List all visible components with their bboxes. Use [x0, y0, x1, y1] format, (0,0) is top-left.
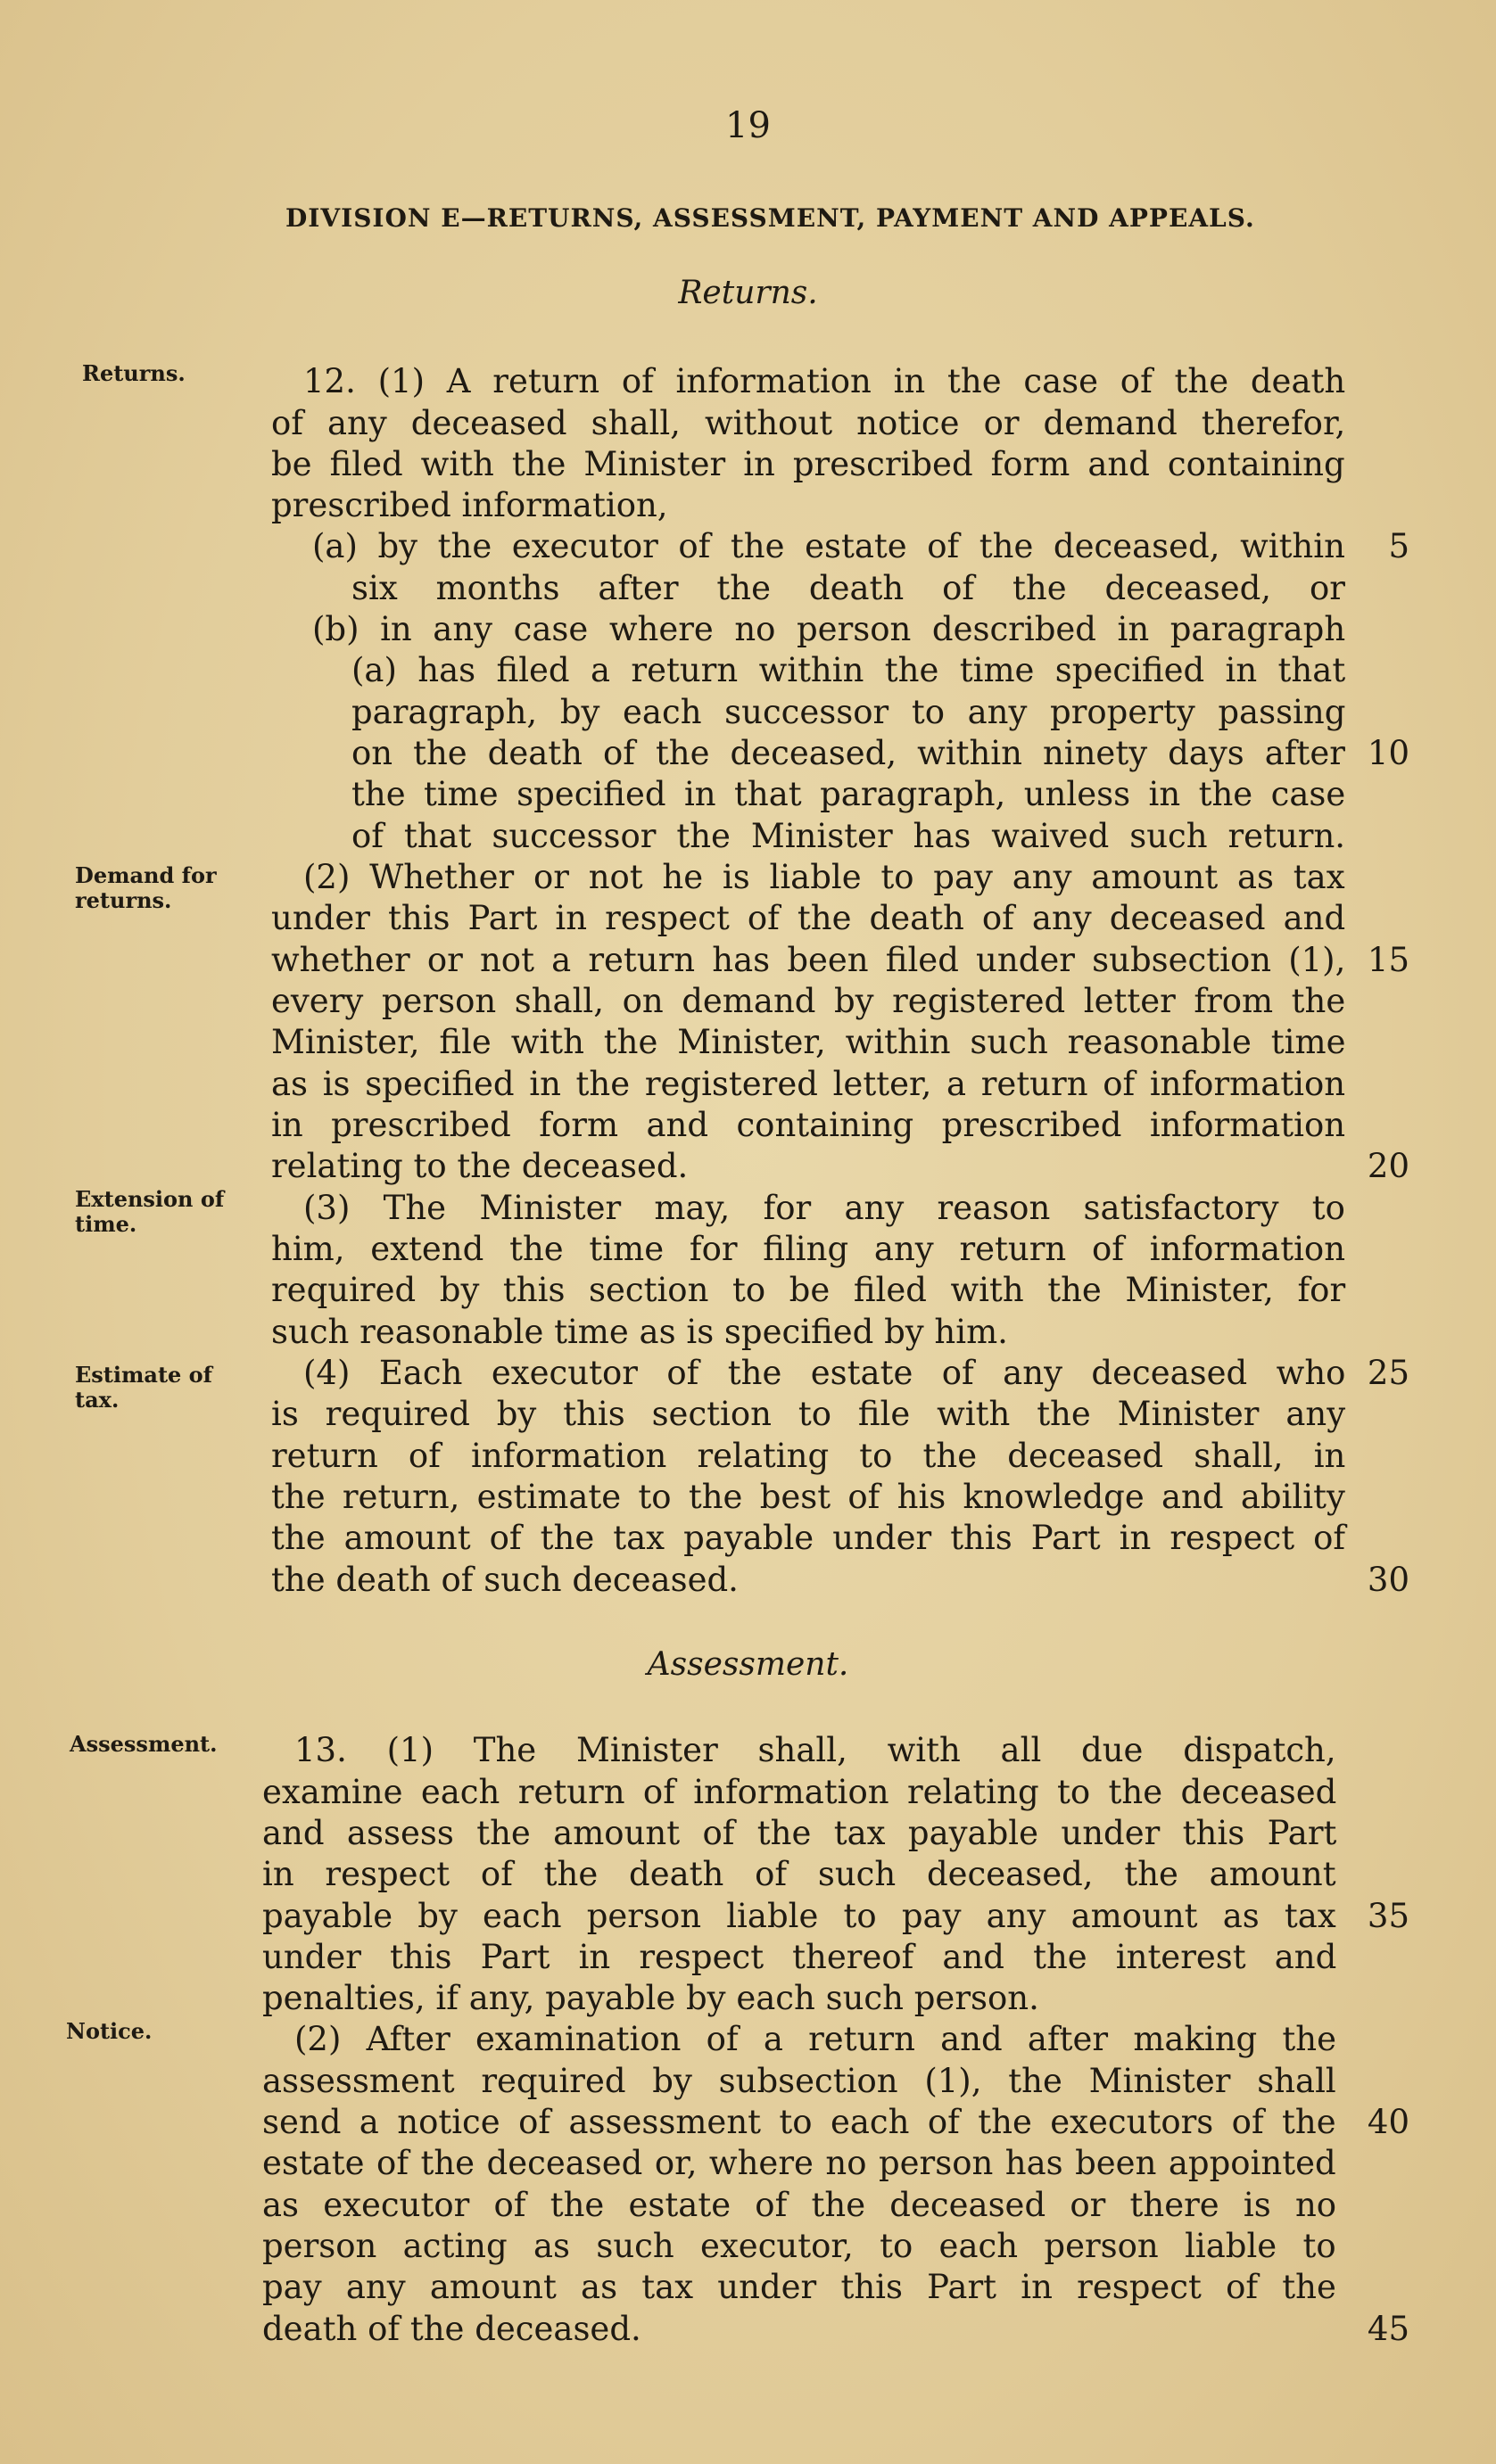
text-line: death of the deceased. — [262, 2310, 641, 2348]
line-number: 40 — [1367, 2103, 1409, 2141]
text-line: the time specified in that paragraph, unless in the case — [351, 775, 1346, 813]
text-line: every person shall, on demand by registered letter from the — [271, 982, 1346, 1020]
line-number: 15 — [1367, 941, 1409, 979]
text-line: and assess the amount of the tax payable under this Part — [262, 1814, 1337, 1852]
text-line: assessment required by subsection (1), the Minister shall — [262, 2062, 1336, 2100]
line-number: 30 — [1367, 1561, 1409, 1599]
text-line: penalties, if any, payable by each such person. — [262, 1979, 1039, 2017]
text-line: (3) The Minister may, for any reason satisfactory to — [303, 1189, 1345, 1227]
heading-assessment: Assessment. — [647, 1646, 849, 1683]
line-number: 20 — [1367, 1147, 1409, 1185]
text-line: (a) by the executor of the estate of the deceased, within — [312, 527, 1345, 565]
line-number: 10 — [1367, 734, 1409, 772]
text-line: (a) has filed a return within the time specified in that — [351, 651, 1346, 689]
text-line: him, extend the time for filing any return of information — [271, 1230, 1346, 1268]
text-line: six months after the death of the deceased, or — [351, 569, 1345, 607]
margin-note-estimate-of-tax: Estimate of tax. — [75, 1362, 212, 1413]
margin-note-notice: Notice. — [66, 2018, 153, 2044]
text-line: (2) Whether or not he is liable to pay any amount as tax — [303, 858, 1345, 896]
line-number: 5 — [1388, 527, 1409, 565]
line-number: 25 — [1367, 1354, 1409, 1392]
text-line: as executor of the estate of the deceased or there is no — [262, 2186, 1337, 2224]
text-line: pay any amount as tax under this Part in respect of the — [262, 2268, 1336, 2306]
text-line: whether or not a return has been filed under subsection (1), — [271, 941, 1346, 979]
page-number: 19 — [725, 105, 771, 146]
text-line: required by this section to be filed with the Minister, for — [271, 1271, 1346, 1309]
text-line: be filed with the Minister in prescribed form and containing — [271, 445, 1345, 483]
text-line: of that successor the Minister has waived such return. — [351, 817, 1346, 855]
text-line: payable by each person liable to pay any amount as tax — [262, 1897, 1336, 1935]
text-line: 12. (1) A return of information in the case of the death — [303, 362, 1346, 400]
text-line: person acting as such executor, to each person liable to — [262, 2227, 1336, 2265]
text-line: 13. (1) The Minister shall, with all due dispatch, — [294, 1731, 1336, 1769]
text-line: (4) Each executor of the estate of any deceased who — [303, 1354, 1346, 1392]
text-line: as is specified in the registered letter, a return of information — [271, 1065, 1346, 1103]
text-line: is required by this section to file with the Minister any — [271, 1395, 1346, 1433]
text-line: under this Part in respect thereof and the interest and — [262, 1938, 1337, 1976]
text-line: in prescribed form and containing prescribed information — [271, 1106, 1346, 1144]
margin-note-demand-for-returns: Demand for returns. — [75, 862, 217, 913]
text-line: estate of the deceased or, where no person has been appointed — [262, 2144, 1336, 2182]
line-number: 45 — [1367, 2310, 1409, 2348]
line-number: 35 — [1367, 1897, 1409, 1935]
text-line: return of information relating to the deceased shall, in — [271, 1437, 1346, 1475]
text-line: the death of such deceased. — [271, 1561, 739, 1599]
text-line: under this Part in respect of the death of any deceased and — [271, 899, 1346, 937]
text-line: (b) in any case where no person described in paragraph — [312, 610, 1346, 648]
text-line: on the death of the deceased, within ninety days after — [351, 734, 1345, 772]
text-line: send a notice of assessment to each of the executors of the — [262, 2103, 1336, 2141]
text-line: in respect of the death of such deceased, the amount — [262, 1855, 1336, 1893]
text-line: prescribed information, — [271, 486, 668, 524]
text-line: Minister, file with the Minister, within such reasonable time — [271, 1023, 1346, 1061]
text-line: examine each return of information relating to the deceased — [262, 1773, 1337, 1811]
text-line: the return, estimate to the best of his knowledge and ability — [271, 1478, 1345, 1516]
text-line: the amount of the tax payable under this Part in respect of — [271, 1519, 1346, 1557]
text-line: relating to the deceased. — [271, 1147, 689, 1185]
margin-note-assessment: Assessment. — [70, 1731, 218, 1757]
text-line: of any deceased shall, without notice or demand therefor, — [271, 404, 1346, 442]
text-line: paragraph, by each successor to any property passing — [351, 693, 1346, 731]
division-title: DIVISION E—RETURNS, ASSESSMENT, PAYMENT AND APPEALS. — [285, 203, 1255, 233]
margin-note-extension-of-time: Extension of time. — [75, 1186, 225, 1237]
text-line: such reasonable time as is specified by him. — [271, 1313, 1008, 1351]
heading-returns: Returns. — [678, 275, 818, 311]
text-line: (2) After examination of a return and after making the — [294, 2020, 1337, 2058]
margin-note-returns: Returns. — [82, 360, 186, 386]
